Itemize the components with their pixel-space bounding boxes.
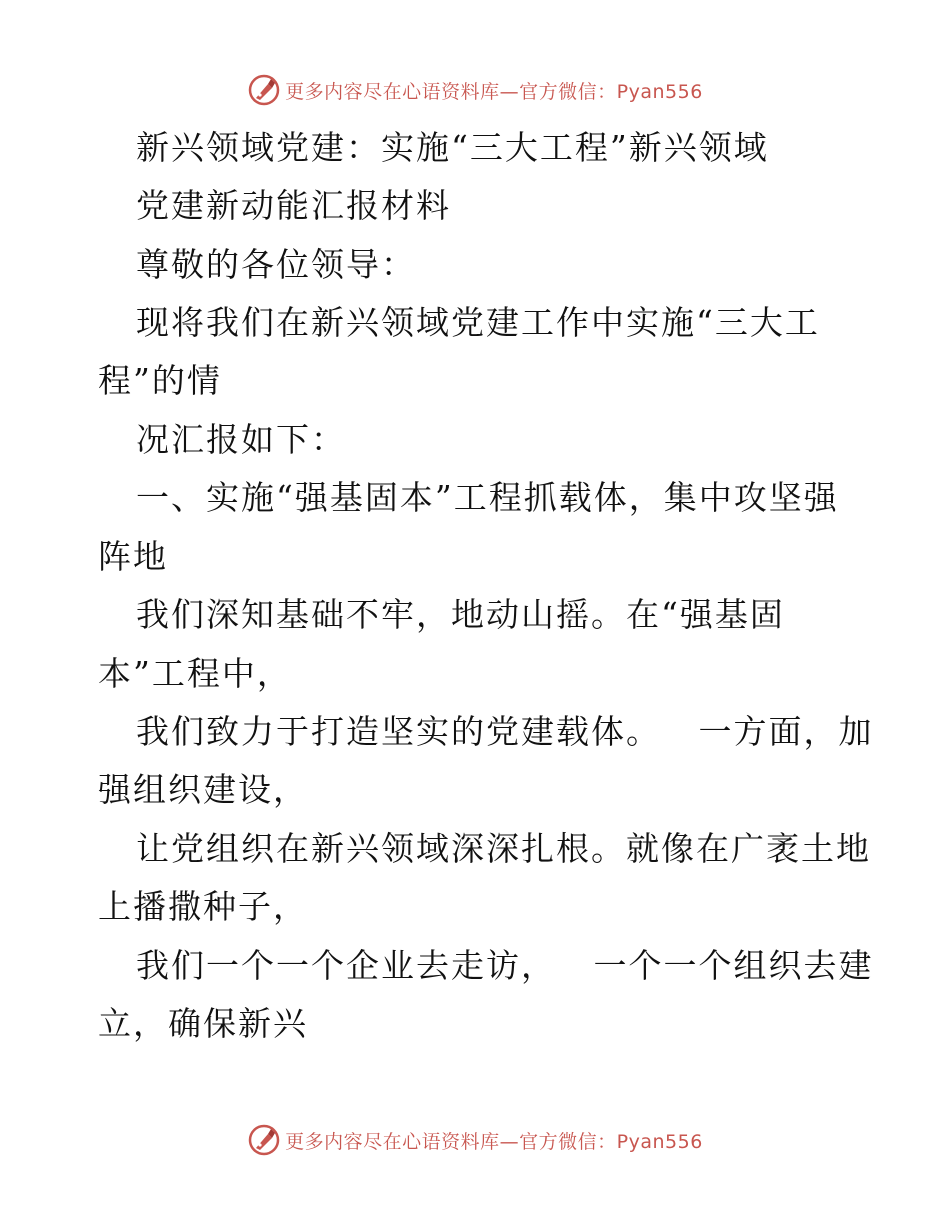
footer-watermark: [0, 1120, 950, 1160]
paragraph-line: 况汇报如下：: [136, 420, 346, 459]
watermark-text: 更多内容尽在心语资料库—官方微信：Pyan556: [285, 1130, 703, 1153]
paragraph-line: 本”工程中，: [98, 654, 292, 693]
paragraph-line: 我们致力于打造坚实的党建载体。 一方面，加: [136, 712, 874, 751]
section-heading: 阵地: [98, 537, 168, 576]
paragraph-line: 强组织建设，: [98, 770, 308, 809]
title-line-2: 党建新动能汇报材料: [136, 186, 451, 225]
paragraph-line: 现将我们在新兴领域党建工作中实施“三大工: [136, 303, 820, 342]
paragraph-line: 立，确保新兴: [98, 1004, 308, 1043]
paragraph-line: 我们深知基础不牢，地动山摇。在“强基固: [136, 595, 785, 634]
paragraph-line: 让党组织在新兴领域深深扎根。就像在广袤土地: [136, 829, 871, 868]
paragraph-line: 我们一个一个企业去走访， 一个一个组织去建: [136, 946, 874, 985]
paragraph-line: 程”的情: [98, 361, 222, 400]
section-heading: 一、实施“强基固本”工程抓载体，集中攻坚强: [136, 478, 839, 517]
title-line-1: 新兴领域党建：实施“三大工程”新兴领域: [136, 128, 769, 167]
pen-nib-logo-icon: [247, 1123, 281, 1157]
watermark-text: 更多内容尽在心语资料库—官方微信：Pyan556: [285, 80, 703, 103]
salutation: 尊敬的各位领导：: [136, 245, 416, 284]
paragraph-line: 上播撒种子，: [98, 887, 308, 926]
